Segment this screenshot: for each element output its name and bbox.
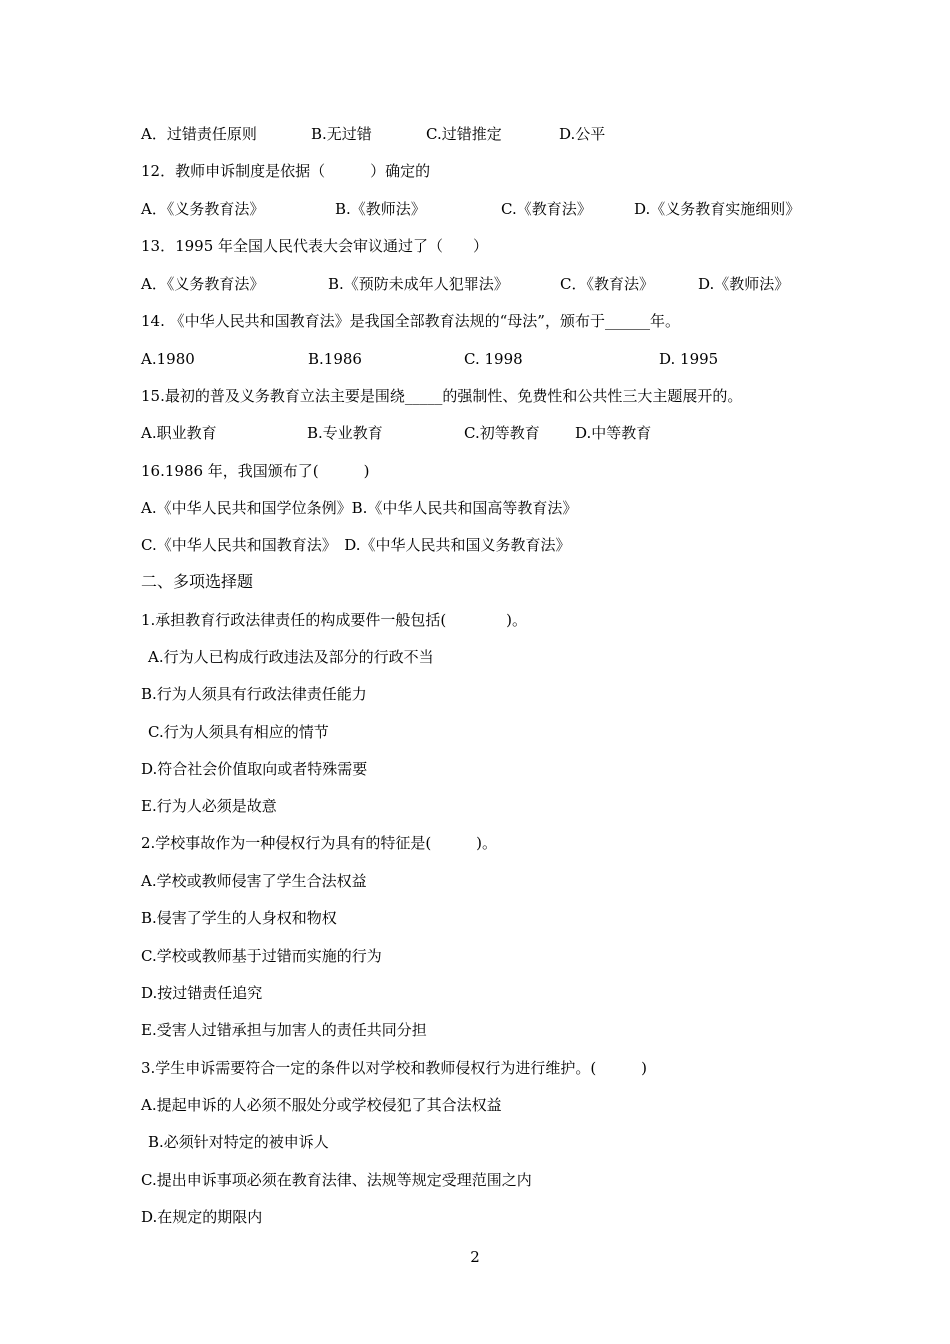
m2-option-a: A.学校或教师侵害了学生合法权益 xyxy=(141,872,367,890)
q13-option-c: C．《教育法》 xyxy=(560,275,654,293)
q12-option-a: A．《义务教育法》 xyxy=(141,200,265,218)
q13-option-b: B.《预防未成年人犯罪法》 xyxy=(328,275,509,293)
page-number: 2 xyxy=(470,1248,480,1266)
q11-option-a: A．过错责任原则 xyxy=(141,125,257,143)
m2-option-e: E.受害人过错承担与加害人的责任共同分担 xyxy=(141,1021,427,1039)
q15-option-b: B.专业教育 xyxy=(307,424,383,442)
q15-option-c: C.初等教育 xyxy=(464,424,540,442)
q14-option-d: D. 1995 xyxy=(659,350,719,368)
q12-stem: 12．教师申诉制度是依据（ ）确定的 xyxy=(141,162,431,180)
m3-option-d: D.在规定的期限内 xyxy=(141,1208,263,1226)
m1-option-e: E.行为人必须是故意 xyxy=(141,797,277,815)
m1-stem: 1.承担教育行政法律责任的构成要件一般包括( )。 xyxy=(141,611,528,629)
m2-option-c: C.学校或教师基于过错而实施的行为 xyxy=(141,947,382,965)
q11-option-b: B.无过错 xyxy=(311,125,372,143)
m2-stem: 2.学校事故作为一种侵权行为具有的特征是( )。 xyxy=(141,834,498,852)
q14-option-b: B.1986 xyxy=(308,350,362,368)
m3-option-c: C.提出申诉事项必须在教育法律、法规等规定受理范围之内 xyxy=(141,1171,532,1189)
m1-option-d: D.符合社会价值取向或者特殊需要 xyxy=(141,760,368,778)
q13-option-a: A．《义务教育法》 xyxy=(141,275,265,293)
q14-option-c: C. 1998 xyxy=(464,350,523,368)
m3-option-b: B.必须针对特定的被申诉人 xyxy=(148,1133,329,1151)
m1-option-b: B.行为人须具有行政法律责任能力 xyxy=(141,685,367,703)
q12-option-b: B.《教师法》 xyxy=(335,200,426,218)
m2-option-d: D.按过错责任追究 xyxy=(141,984,263,1002)
q16-options-line1: A.《中华人民共和国学位条例》B.《中华人民共和国高等教育法》 xyxy=(141,499,578,517)
q15-option-a: A.职业教育 xyxy=(141,424,217,442)
q16-options-line2: C.《中华人民共和国教育法》 D.《中华人民共和国义务教育法》 xyxy=(141,536,571,554)
q15-stem: 15.最初的普及义务教育立法主要是围绕_____的强制性、免费性和公共性三大主题展开的。 xyxy=(141,387,743,405)
m2-option-b: B.侵害了学生的人身权和物权 xyxy=(141,909,337,927)
m1-option-c: C.行为人须具有相应的情节 xyxy=(148,723,329,741)
q12-option-d: D.《义务教育实施细则》 xyxy=(634,200,801,218)
q14-stem: 14. 《中华人民共和国教育法》是我国全部教育法规的“母法”，颁布于______年。 xyxy=(141,312,680,330)
section-heading: 二、多项选择题 xyxy=(141,572,254,591)
m3-option-a: A.提起申诉的人必须不服处分或学校侵犯了其合法权益 xyxy=(141,1096,502,1114)
q11-option-d: D.公平 xyxy=(559,125,606,143)
m3-stem: 3.学生申诉需要符合一定的条件以对学校和教师侵权行为进行维护。( ) xyxy=(141,1059,648,1077)
m1-option-a: A.行为人已构成行政违法及部分的行政不当 xyxy=(148,648,434,666)
q16-stem: 16.1986 年，我国颁布了( ) xyxy=(141,462,370,480)
q14-option-a: A.1980 xyxy=(141,350,195,368)
q12-option-c: C.《教育法》 xyxy=(501,200,592,218)
q15-option-d: D.中等教育 xyxy=(575,424,652,442)
q13-stem: 13．1995 年全国人民代表大会审议通过了（ ） xyxy=(141,237,489,255)
q11-option-c: C.过错推定 xyxy=(426,125,502,143)
q13-option-d: D.《教师法》 xyxy=(698,275,790,293)
